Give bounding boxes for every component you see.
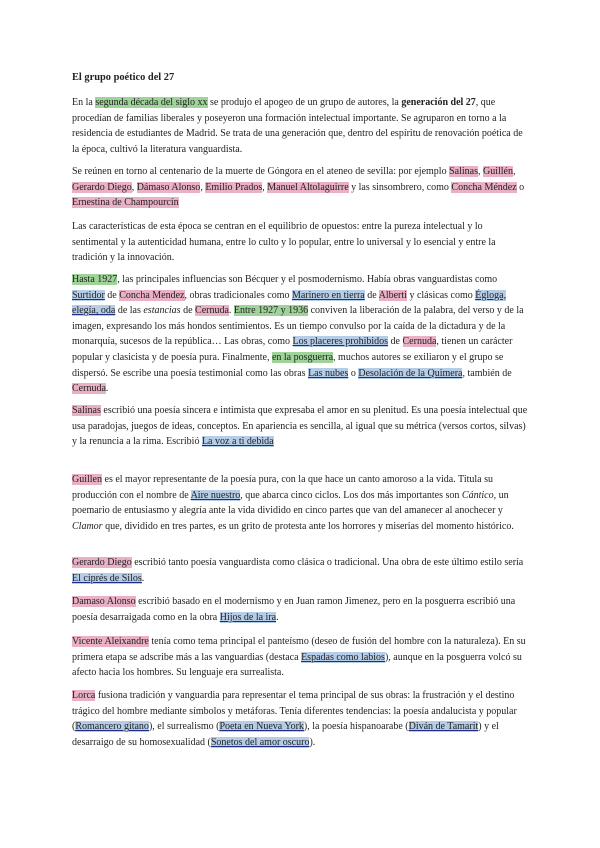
highlight-green: segunda década del siglo xx: [95, 97, 208, 108]
text: Se reúnen en torno al centenario de la muerte de Góngora en el ateneo de sevilla: por ejemplo: [72, 166, 450, 177]
paragraph-members: Se reúnen en torno al centenario de la muerte de Góngora en el ateneo de sevilla: por ejemplo Salinas, Guillén, Gerardo Diego, Dámaso Alonso, Emilio Prados, Manuel Altolaguirre y las sinsombrero, como Concha Méndez o Ernestina de Champourcín: [72, 166, 525, 209]
highlight-work: Espadas como labios: [301, 651, 385, 663]
paragraph-alonso: Damaso Alonso escribió basado en el modernismo y en Juan ramon Jimenez, pero en la posguerra escribió una poesía desarraigada como en la obra Hijos de la ira.: [72, 596, 516, 623]
text: de: [364, 289, 379, 301]
paragraph-intro: [72, 95, 530, 157]
highlight-author: Dámaso Alonso: [136, 181, 201, 193]
highlight-green: en la posguerra: [271, 351, 334, 363]
text: , las principales influencias son Bécquer y el posmodernismo. Había obras vanguardistas como: [117, 274, 498, 285]
highlight-work: Los placeres prohibidos: [292, 336, 389, 348]
text: y las sinsombrero, como: [348, 181, 452, 193]
text: , muchos autores se exiliaron y el grupo se dispersó. Se escribe una poesía testimonial como las obras: [72, 351, 504, 379]
text: y clásicas como: [406, 289, 476, 301]
highlight-work: Sonetos del amor oscuro: [210, 736, 310, 748]
highlight-work: Égloga, elegía, oda: [72, 289, 507, 317]
text: ).: [309, 736, 316, 748]
text: de las: [115, 305, 144, 317]
text: tenía como tema principal el panteísmo (deseo de fusión del hombre con la naturaleza). En su primera etapa se adscribe más a las vanguardias (destaca: [72, 636, 526, 663]
text: , obras tradicionales como: [184, 289, 292, 301]
text: se produjo el apogeo de un grupo de autores, la: [207, 97, 402, 108]
highlight-work: Desolación de la Quimera: [358, 367, 463, 379]
highlight-author: Gerardo Diego: [72, 181, 132, 193]
highlight-green: Hasta 1927: [72, 274, 118, 285]
highlight-author: Concha Mendez: [119, 289, 185, 301]
highlight-author: Damaso Alonso: [72, 596, 136, 607]
text: ), la poesía hispanoarabe (: [303, 721, 409, 733]
italic-term: Cántico: [461, 489, 494, 501]
highlight-author: Guillén: [482, 166, 513, 177]
highlight-author: Cernuda: [402, 336, 437, 348]
highlight-author: Guillen: [72, 474, 102, 485]
highlight-author: Salinas: [72, 405, 101, 416]
highlight-work: Romancero gitano: [75, 721, 149, 733]
paragraph-salinas: [72, 403, 530, 450]
paragraph-aleixandre: [72, 634, 530, 681]
highlight-green: Entre 1927 y 1936: [233, 305, 309, 317]
document-title: El grupo poético del 27: [72, 72, 175, 83]
highlight-work: Marinero en tierra: [291, 289, 365, 301]
text: conviven la liberación de la palabra, del verso y de la imagen, expresando los más hondos sentimientos. Es un tiempo convulso por la caída de la dictadura y de la monarquía, sucesos de la república… Las obras, como: [72, 305, 524, 348]
highlight-work: La voz a ti debida: [201, 436, 274, 448]
text: , también de: [462, 367, 512, 379]
highlight-work: Hijos de la ira: [219, 611, 277, 623]
highlight-author: Alberti: [378, 289, 407, 301]
highlight-work: Las nubes: [308, 367, 349, 379]
paragraph-characteristics: Las características de esta época se centran en el equilibrio de opuestos: entre la pureza intelectual y lo sentimental y la autenticidad humana, entre lo culto y lo popular, entre lo universal y lo esencial y entre la tradición y la innovación.: [72, 221, 496, 264]
highlight-author: Salinas: [449, 166, 478, 177]
highlight-author: Emilio Prados: [205, 181, 263, 193]
highlight-author: Cernuda: [72, 383, 106, 395]
text: o: [516, 181, 525, 193]
highlight-work: Poeta en Nueva York: [219, 721, 304, 733]
highlight-work: Aire nuestro: [190, 489, 241, 501]
highlight-author: Gerardo Diego: [72, 557, 132, 568]
bold-term: generación del 27: [401, 97, 476, 108]
highlight-author: Concha Méndez: [451, 181, 517, 193]
paragraph-lorca: [72, 688, 530, 750]
italic-term: Clamor: [72, 520, 103, 532]
text: o: [348, 367, 359, 379]
paragraph-diego: Gerardo Diego escribió tanto poesía vanguardista como clásica o tradicional. Una obra de este último estilo sería El ciprés de Silos.: [72, 557, 524, 584]
text: , tienen un carácter popular y clasicista y de poesía pura. Finalmente,: [72, 336, 513, 363]
text: .: [228, 305, 234, 317]
highlight-author: Vicente Aleixandre: [72, 636, 149, 647]
text: escribió una poesía sincera e intimista que expresaba el amor en su plenitud. Es una poesía intelectual que usa paradojas, juegos de ideas, conceptos. En apariencia es sencilla, al igual que su métrica (versos cortos, silvas) y la renuncia a la rima. Escribió: [72, 405, 528, 448]
text: que, dividido en tres partes, es un grito de protesta ante los horrores y miserias del momento histórico.: [102, 520, 514, 532]
paragraph-guillen: [72, 472, 530, 534]
text: ), aunque en la posguerra volcó su afecto hacia los hombres. Su lenguaje era surrealista.: [72, 651, 522, 679]
highlight-author: Manuel Altolaguirre: [267, 181, 349, 193]
highlight-work: Diván de Tamarit: [408, 721, 479, 733]
text: , que abarca cinco ciclos. Los dos más importantes son: [240, 489, 462, 501]
text: , un poemario de entusiasmo y alegría ante la vida dividido en cinco partes que van del amanecer al anochecer y: [72, 489, 509, 517]
highlight-work: El ciprés de Silos: [72, 572, 142, 584]
paragraph-periods: Hasta 1927, las principales influencias son Bécquer y el posmodernismo. Había obras vanguardistas como Surtidor de Concha Mendez, obras tradicionales como Marinero en tierra de Alberti y clásicas como Égloga, elegía, oda de las estancias de Cernuda. Entre 1927 y 1936 conviven la liberación de la palabra, del verso y de la imagen, expresando los más hondos sentimientos. Es un tiempo convulso por la caída de la dictadura y de la monarquía, sucesos de la república… Las obras, como Los placeres prohibidos de Cernuda, tienen un carácter popular y clasicista y de poesía pura. Finalmente, en la posguerra, muchos autores se exiliaron y el grupo se dispersó. Se escribe una poesía testimonial como las obras Las nubes o Desolación de la Quimera, también de Cernuda.: [72, 274, 524, 395]
highlight-work: Surtidor: [72, 289, 105, 301]
text: de: [104, 289, 120, 301]
highlight-author: Ernestina de Champourcín: [72, 197, 179, 209]
text: escribió basado en el modernismo y en Juan ramon Jimenez, pero en la posguerra escribió una poesía desarraigada como en la obra: [72, 596, 516, 623]
highlight-author: Cernuda: [195, 305, 229, 317]
text: En la: [72, 97, 96, 108]
text: , que procedían de familias liberales y poseyeron una formación intelectual importante. Se agruparon en torno a la residencia de estudiantes de Madrid. Se trata de una generación que, dentro del espíritu de renovación poética de la época, cultivó la literatura vanguardista.: [72, 97, 523, 155]
text: de: [180, 305, 196, 317]
italic-term: estancias: [143, 305, 181, 317]
text: ) y el desarraigo de su homosexualidad (: [72, 721, 499, 748]
text: ), el surrealismo (: [148, 721, 220, 733]
text: escribió tanto poesía vanguardista como clásica o tradicional. Una obra de este último estilo sería: [131, 557, 524, 568]
text: es el mayor representante de la poesía pura, con la que hace un canto amoroso a la vida. Titula su producción con el nombre de: [72, 474, 493, 501]
highlight-author: Lorca: [72, 690, 96, 701]
text: fusiona tradición y vanguardia para representar el tema principal de sus obras: la frustración y el destino trágico del hombre mediante símbolos y metáforas. Tenía diferentes tendencias: la poesía andalucista y popular (: [72, 690, 517, 733]
